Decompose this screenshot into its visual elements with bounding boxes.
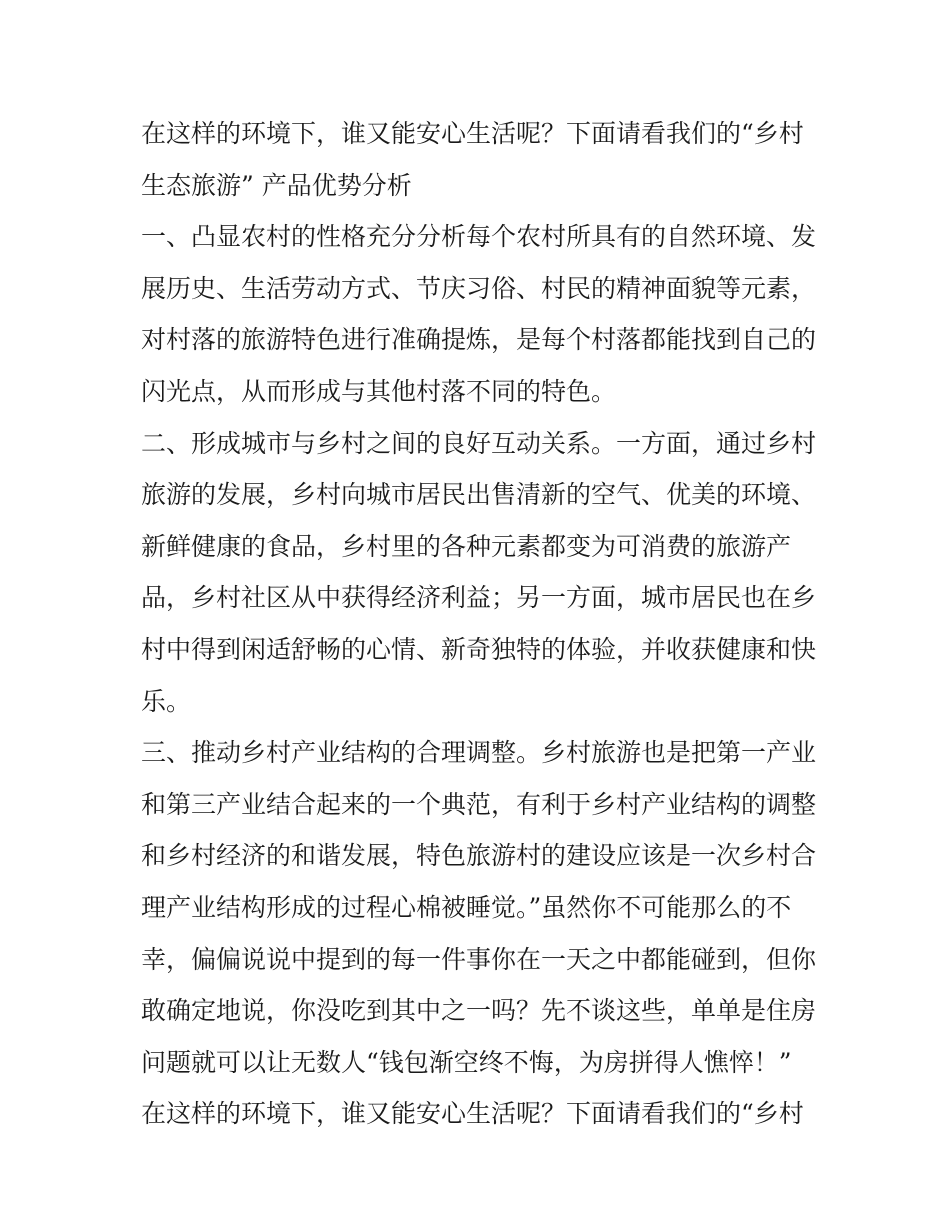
text-line: 品，乡村社区从中获得经济利益；另一方面，城市居民也在乡 [141, 583, 817, 613]
text-line: 和乡村经济的和谐发展，特色旅游村的建设应该是一次乡村合 [141, 841, 817, 871]
text-line: 二、形成城市与乡村之间的良好互动关系。一方面，通过乡村 [141, 428, 817, 458]
text-line: 乐。 [141, 686, 192, 716]
text-line: 对村落的旅游特色进行准确提炼，是每个村落都能找到自己的 [141, 325, 817, 355]
text-line: 展历史、生活劳动方式、节庆习俗、村民的精神面貌等元素， [141, 273, 817, 303]
text-line: 在这样的环境下，谁又能安心生活呢？下面请看我们的“乡村 [141, 119, 804, 148]
text-line: 生态旅游” 产品优势分析 [141, 170, 412, 200]
text-line: 三、推动乡村产业结构的合理调整。乡村旅游也是把第一产业 [141, 738, 817, 768]
text-line: 新鲜健康的食品，乡村里的各种元素都变为可消费的旅游产 [141, 531, 792, 561]
body-text [141, 108, 821, 1140]
text-line: 村中得到闲适舒畅的心情、新奇独特的体验，并收获健康和快 [141, 634, 817, 664]
text-line: 在这样的环境下，谁又能安心生活呢？下面请看我们的“乡村 [141, 1099, 804, 1129]
text-line: 一、凸显农村的性格充分分析每个农村所具有的自然环境、发 [141, 222, 817, 252]
text-line: 敢确定地说，你没吃到其中之一吗？先不谈这些，单单是住房 [141, 996, 817, 1026]
text-line: 问题就可以让无数人“钱包渐空终不悔，为房拼得人憔悴！” [141, 1047, 792, 1077]
text-line: 幸，偏偏说说中提到的每一件事你在一天之中都能碰到，但你 [141, 944, 817, 974]
text-line: 和第三产业结合起来的一个典范，有利于乡村产业结构的调整 [141, 789, 817, 819]
text-line: 闪光点，从而形成与其他村落不同的特色。 [141, 376, 617, 406]
text-line: 旅游的发展，乡村向城市居民出售清新的空气、优美的环境、 [141, 480, 817, 510]
text-line: 理产业结构形成的过程心棉被睡觉。”虽然你不可能那么的不 [141, 892, 792, 922]
